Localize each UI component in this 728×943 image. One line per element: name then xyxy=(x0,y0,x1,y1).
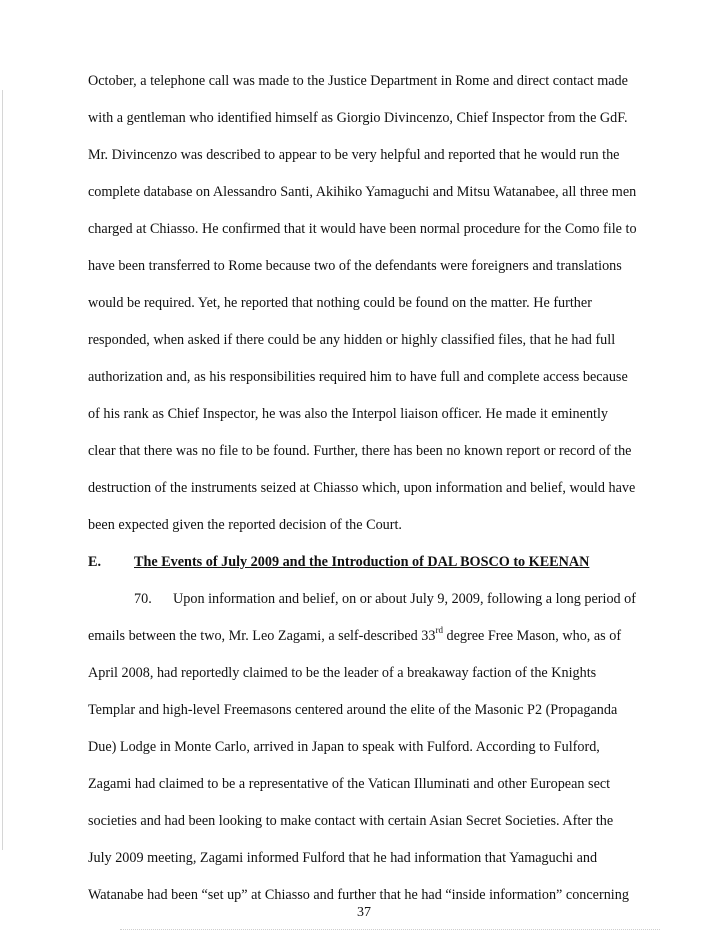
text-line-5: charged at Chiasso. He confirmed that it would have been normal procedure for the Como file to xyxy=(88,221,637,237)
paragraph-70-line-3: April 2008, had reportedly claimed to be the leader of a breakaway faction of the Knights xyxy=(88,665,597,681)
text-line-1: October, a telephone call was made to the Justice Department in Rome and direct contact made xyxy=(88,73,628,89)
section-label: E. xyxy=(88,554,102,570)
page-number: 37 xyxy=(357,905,371,920)
text-segment: degree Free Mason, who, as of xyxy=(442,628,622,644)
text-line-10: of his rank as Chief Inspector, he was also the Interpol liaison officer. He made it eminently xyxy=(88,406,609,422)
text-line-11: clear that there was no file to be found. Further, there has been no known report or record of the xyxy=(88,443,632,459)
text-segment: emails between the two, Mr. Leo Zagami, a self-described 33 xyxy=(88,628,436,644)
paragraph-70-line-2 xyxy=(88,627,648,645)
paragraph-70-line-6: Zagami had claimed to be a representative of the Vatican Illuminati and other European sect xyxy=(88,776,611,792)
text-line-8: responded, when asked if there could be any hidden or highly classified files, that he had full xyxy=(88,332,616,348)
paragraph-70-line-5: Due) Lodge in Monte Carlo, arrived in Japan to speak with Fulford. According to Fulford, xyxy=(88,739,600,755)
paragraph-70-line-4: Templar and high-level Freemasons centered around the elite of the Masonic P2 (Propaganda xyxy=(88,702,618,718)
section-heading xyxy=(88,553,648,571)
scan-artifact xyxy=(120,929,660,931)
text-line-13: been expected given the reported decision of the Court. xyxy=(88,517,402,533)
paragraph-70-line-8: July 2009 meeting, Zagami informed Fulford that he had information that Yamaguchi and xyxy=(88,850,598,866)
paragraph-70-first-line: 70. Upon information and belief, on or about July 9, 2009, following a long period of xyxy=(134,591,637,607)
text-line-9: authorization and, as his responsibilities required him to have full and complete access because xyxy=(88,369,628,385)
scan-edge xyxy=(2,90,3,850)
text-line-7: would be required. Yet, he reported that nothing could be found on the matter. He further xyxy=(88,295,592,311)
text-line-12: destruction of the instruments seized at Chiasso which, upon information and belief, would have xyxy=(88,480,636,496)
text-line-3: Mr. Divincenzo was described to appear to be very helpful and reported that he would run the xyxy=(88,147,620,163)
paragraph-70-line-9: Watanabe had been “set up” at Chiasso and further that he had “inside information” concerning xyxy=(88,887,629,903)
paragraph-70-line-7: societies and had been looking to make contact with certain Asian Secret Societies. After the xyxy=(88,813,614,829)
text-line-4: complete database on Alessandro Santi, Akihiko Yamaguchi and Mitsu Watanabee, all three men xyxy=(88,184,637,200)
superscript: rd xyxy=(435,625,443,636)
text-line-6: have been transferred to Rome because two of the defendants were foreigners and translations xyxy=(88,258,622,274)
text-line-2: with a gentleman who identified himself as Giorgio Divincenzo, Chief Inspector from the GdF. xyxy=(88,110,628,126)
section-title: The Events of July 2009 and the Introduction of DAL BOSCO to KEENAN xyxy=(134,554,590,570)
